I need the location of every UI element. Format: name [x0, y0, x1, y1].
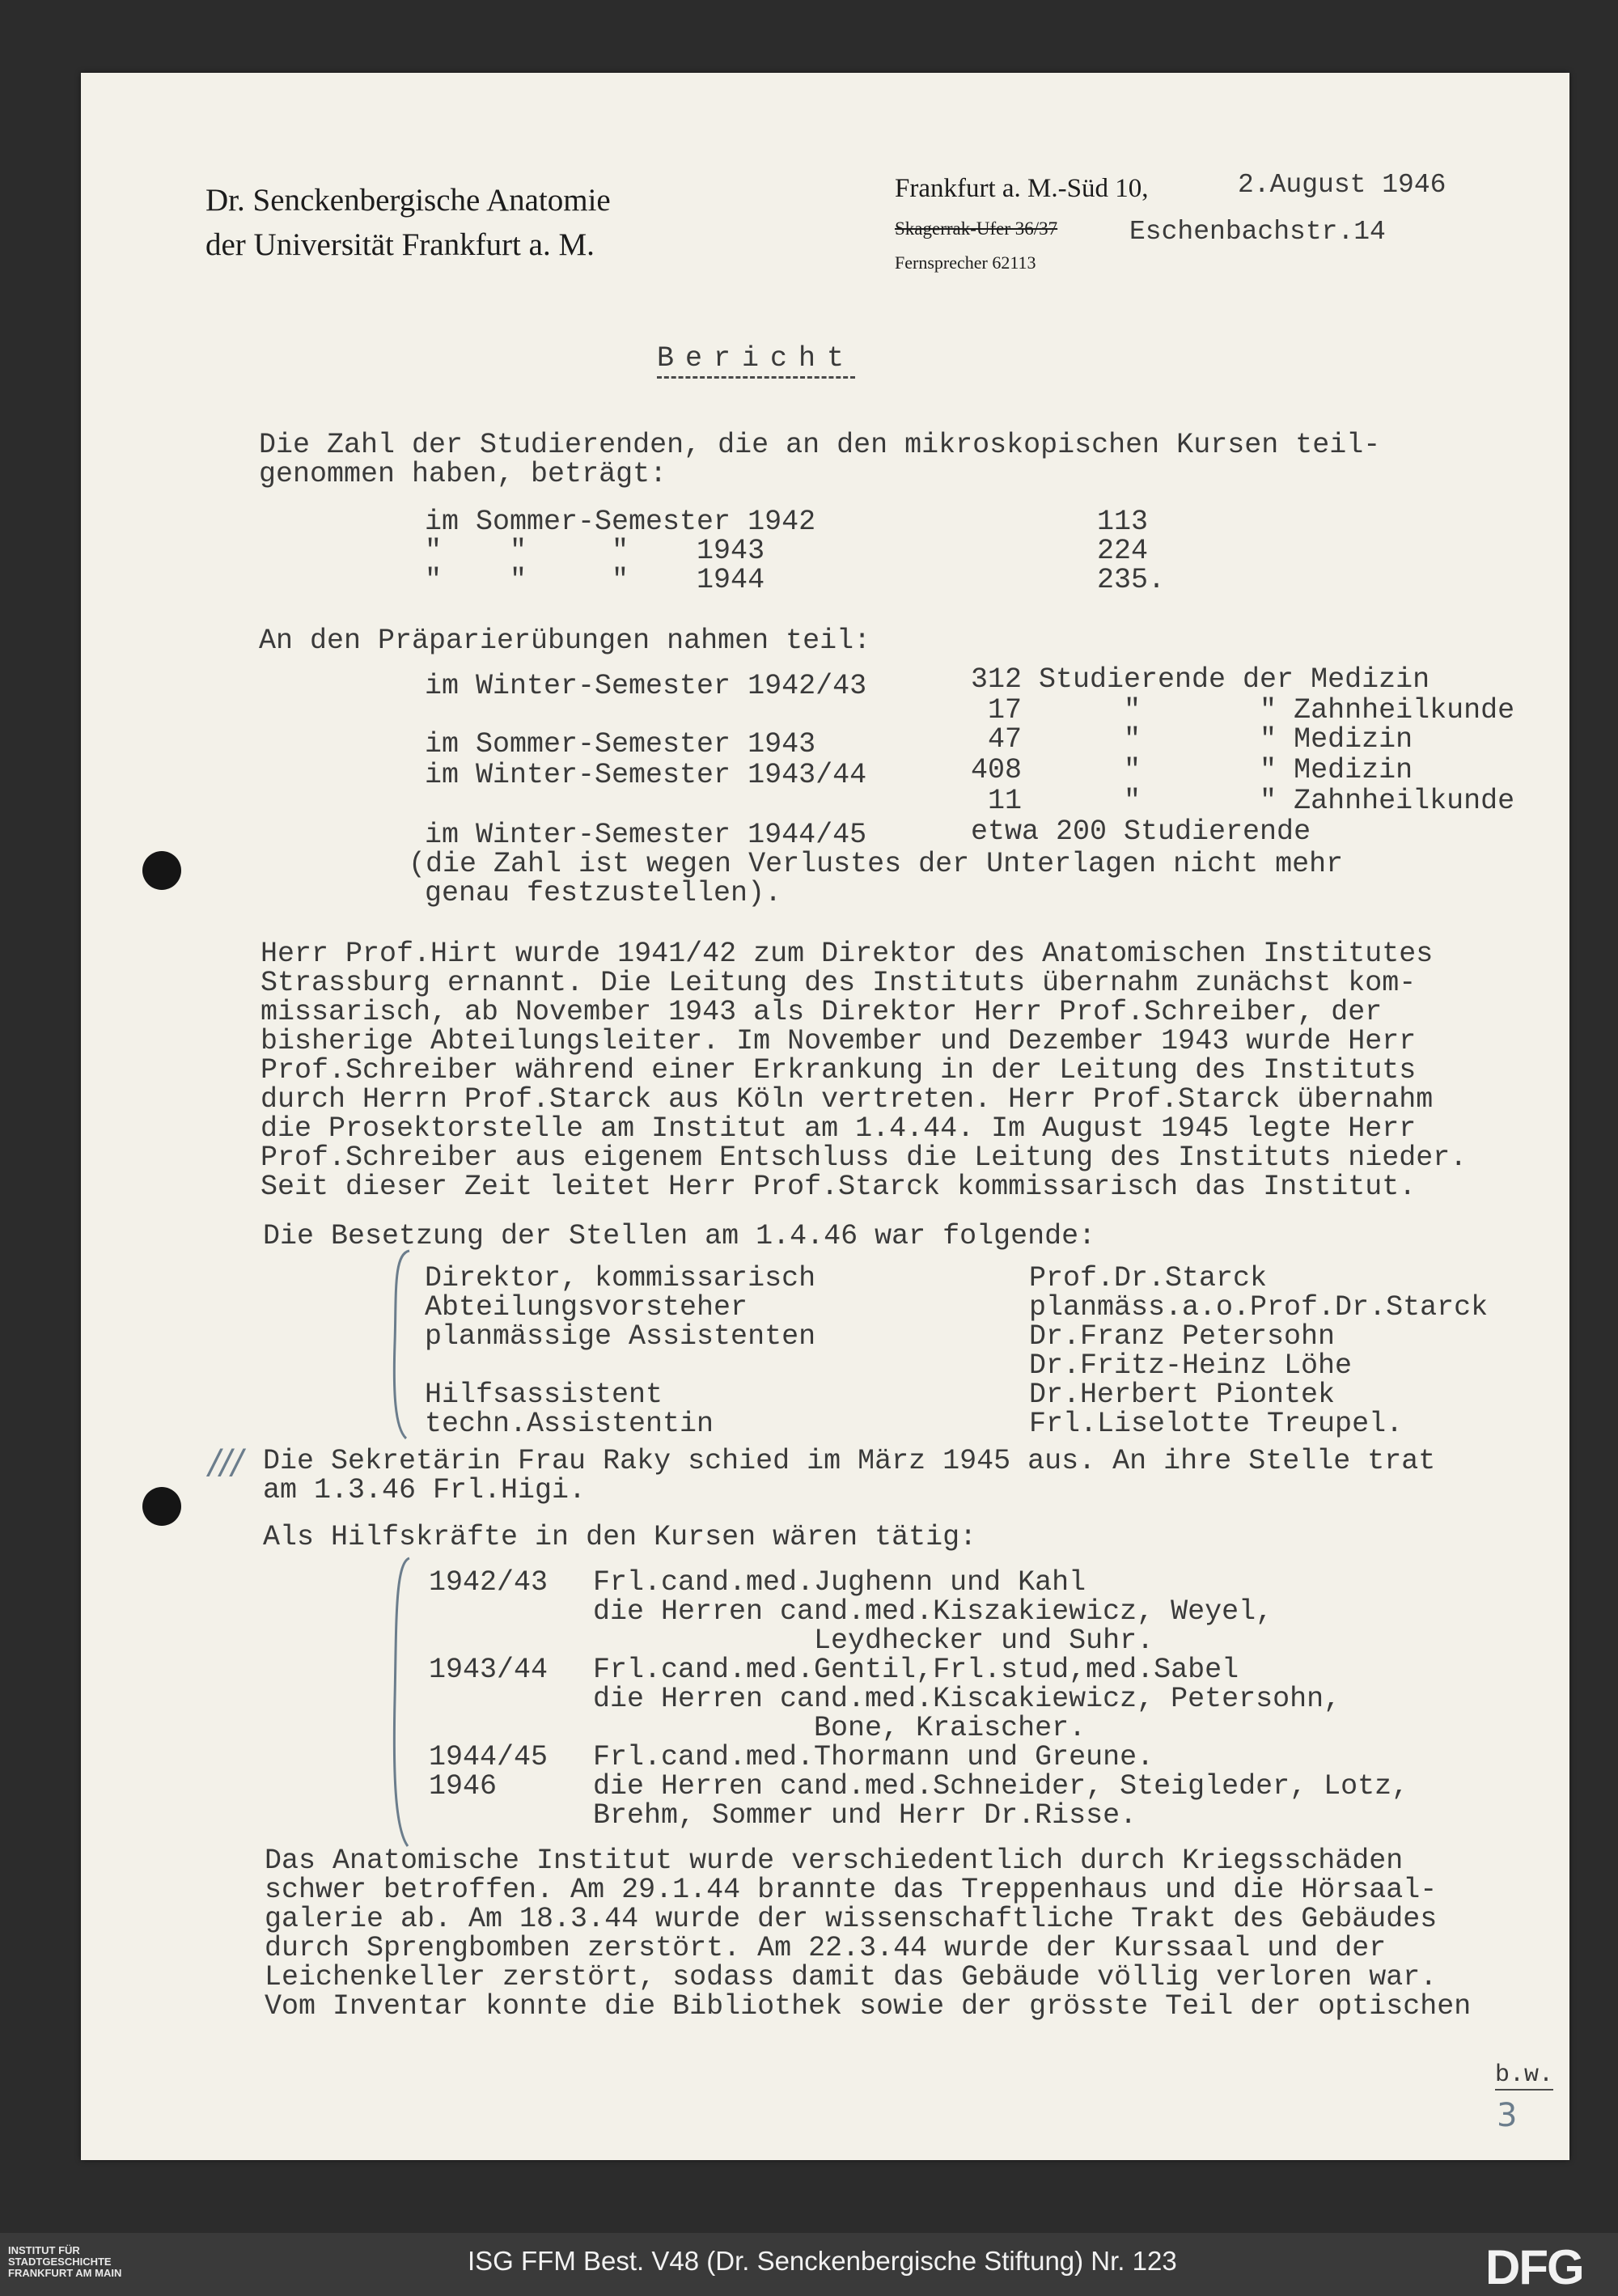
helper-year: 1944/45	[429, 1741, 549, 1773]
staff-name: Frl.Liselotte Treupel.	[1029, 1408, 1404, 1440]
turnover-note: b.w.	[1495, 2061, 1554, 2089]
participant-count: 17 " " Zahnheilkunde	[971, 694, 1515, 727]
archive-reference: ISG FFM Best. V48 (Dr. Senckenbergische Stiftung) Nr. 123	[468, 2246, 1177, 2276]
participant-count: etwa 200 Studierende	[971, 815, 1311, 848]
pencil-bracket	[382, 1246, 414, 1444]
semester-label: im Sommer-Semester 1943	[425, 728, 816, 760]
staff-role: techn.Assistentin	[425, 1408, 714, 1440]
staff-intro: Die Besetzung der Stellen am 1.4.46 war folgende:	[263, 1220, 1096, 1252]
helper-names: Frl.cand.med.Gentil,Frl.stud,med.Sabel	[593, 1654, 1239, 1686]
helper-names: Frl.cand.med.Jughenn und Kahl	[593, 1566, 1086, 1599]
paragraph1-line: Prof.Schreiber aus eigenem Entschluss die Leitung des Instituts nieder.	[260, 1142, 1468, 1174]
staff-role: Abteilungsvorsteher	[425, 1291, 748, 1324]
helper-year: 1942/43	[429, 1566, 549, 1599]
helper-year: 1946	[429, 1770, 498, 1802]
semester-label: im Winter-Semester 1942/43	[425, 670, 867, 702]
staff-name: Dr.Fritz-Heinz Löhe	[1029, 1349, 1353, 1382]
semester-label: im Sommer-Semester 1942	[425, 506, 816, 538]
paragraph1-line: Herr Prof.Hirt wurde 1941/42 zum Direktor des Anatomischen Institutes	[260, 938, 1434, 970]
helper-names: Leydhecker und Suhr.	[593, 1625, 1154, 1657]
paragraph1-line: durch Herrn Prof.Starck aus Köln vertreten. Herr Prof.Starck übernahm	[260, 1083, 1434, 1116]
paragraph2-line: durch Sprengbomben zerstört. Am 22.3.44 wurde der Kurssaal und der	[265, 1932, 1387, 1964]
semester-label: " " " 1944	[425, 564, 765, 596]
section1-intro-line: Die Zahl der Studierenden, die an den mikroskopischen Kursen teil-	[259, 429, 1381, 461]
student-count: 224	[1097, 535, 1149, 567]
helpers-intro: Als Hilfskräfte in den Kursen wären tätig:	[263, 1521, 977, 1553]
institute-logo: INSTITUT FÜR STADTGESCHICHTE FRANKFURT AM MAIN	[8, 2244, 122, 2279]
paragraph1-line: Strassburg ernannt. Die Leitung des Instituts übernahm zunächst kom-	[260, 967, 1417, 999]
semester-label: " " " 1943	[425, 535, 765, 567]
staff-name: Dr.Franz Petersohn	[1029, 1320, 1336, 1353]
semester-label: im Winter-Semester 1943/44	[425, 759, 867, 791]
helper-names: Brehm, Sommer und Herr Dr.Risse.	[593, 1799, 1137, 1832]
letter-date: 2.August 1946	[1238, 170, 1446, 200]
participant-count: 408 " " Medizin	[971, 754, 1413, 786]
helper-names: die Herren cand.med.Kiscakiewicz, Petersohn,	[593, 1683, 1341, 1715]
student-count: 113	[1097, 506, 1149, 538]
pencil-bracket	[382, 1553, 414, 1853]
dfg-logo: DFG	[1485, 2240, 1583, 2294]
staff-name: planmäss.a.o.Prof.Dr.Starck	[1029, 1291, 1489, 1324]
section2-note-line: genau festzustellen).	[425, 877, 782, 909]
report-title: Bericht	[657, 342, 855, 379]
punch-hole	[142, 851, 181, 890]
staff-name: Prof.Dr.Starck	[1029, 1262, 1268, 1294]
margin-pencil-mark: ///	[209, 1442, 244, 1481]
staff-role: Hilfsassistent	[425, 1379, 663, 1411]
letterhead-institution-line2: der Universität Frankfurt a. M.	[205, 227, 595, 262]
section1-intro-line: genommen haben, beträgt:	[259, 458, 667, 490]
document-page	[81, 73, 1569, 2160]
letterhead-institution-line1: Dr. Senckenbergische Anatomie	[205, 183, 611, 218]
section2-intro: An den Präparierübungen nahmen teil:	[259, 625, 871, 657]
staff-name: Dr.Herbert Piontek	[1029, 1379, 1336, 1411]
paragraph1-line: missarisch, ab November 1943 als Direktor Herr Prof.Schreiber, der	[260, 996, 1383, 1028]
paragraph2-line: schwer betroffen. Am 29.1.44 brannte das Treppenhaus und die Hörsaal-	[265, 1874, 1438, 1906]
helper-names: die Herren cand.med.Schneider, Steigleder, Lotz,	[593, 1770, 1409, 1802]
helper-year: 1943/44	[429, 1654, 549, 1686]
section2-note-line: (die Zahl ist wegen Verlustes der Unterlagen nicht mehr	[409, 848, 1344, 880]
letterhead-city: Frankfurt a. M.-Süd 10,	[895, 174, 1149, 203]
paragraph2-line: galerie ab. Am 18.3.44 wurde der wissenschaftliche Trakt des Gebäudes	[265, 1903, 1438, 1935]
staff-role: planmässige Assistenten	[425, 1320, 816, 1353]
paragraph1-line: bisherige Abteilungsleiter. Im November und Dezember 1943 wurde Herr	[260, 1025, 1417, 1057]
archive-footer	[0, 2233, 1618, 2296]
new-address: Eschenbachstr.14	[1129, 217, 1386, 247]
participant-count: 47 " " Medizin	[971, 723, 1413, 756]
participant-count: 312 Studierende der Medizin	[971, 663, 1430, 696]
participant-count: 11 " " Zahnheilkunde	[971, 785, 1515, 817]
phone-number: Fernsprecher 62113	[895, 252, 1036, 273]
secretary-line: am 1.3.46 Frl.Higi.	[263, 1474, 587, 1506]
page-number-pencil: 3	[1497, 2097, 1518, 2134]
old-address: Skagerrak-Ufer 36/37	[895, 218, 1058, 239]
staff-role: Direktor, kommissarisch	[425, 1262, 816, 1294]
student-count: 235.	[1097, 564, 1166, 596]
paragraph1-line: die Prosektorstelle am Institut am 1.4.44. Im August 1945 legte Herr	[260, 1112, 1417, 1145]
paragraph2-line: Das Anatomische Institut wurde verschiedentlich durch Kriegsschäden	[265, 1845, 1404, 1877]
secretary-line: Die Sekretärin Frau Raky schied im März 1945 aus. An ihre Stelle trat	[263, 1445, 1436, 1477]
helper-names: die Herren cand.med.Kiszakiewicz, Weyel,	[593, 1595, 1273, 1628]
paragraph1-line: Seit dieser Zeit leitet Herr Prof.Starck kommissarisch das Institut.	[260, 1171, 1417, 1203]
helper-names: Frl.cand.med.Thormann und Greune.	[593, 1741, 1154, 1773]
paragraph2-line: Leichenkeller zerstört, sodass damit das Gebäude völlig verloren war.	[265, 1961, 1438, 1993]
paragraph1-line: Prof.Schreiber während einer Erkrankung in der Leitung des Instituts	[260, 1054, 1417, 1087]
helper-names: Bone, Kraischer.	[593, 1712, 1086, 1744]
paragraph2-line: Vom Inventar konnte die Bibliothek sowie der grösste Teil der optischen	[265, 1990, 1472, 2023]
semester-label: im Winter-Semester 1944/45	[425, 819, 867, 851]
punch-hole	[142, 1487, 181, 1526]
